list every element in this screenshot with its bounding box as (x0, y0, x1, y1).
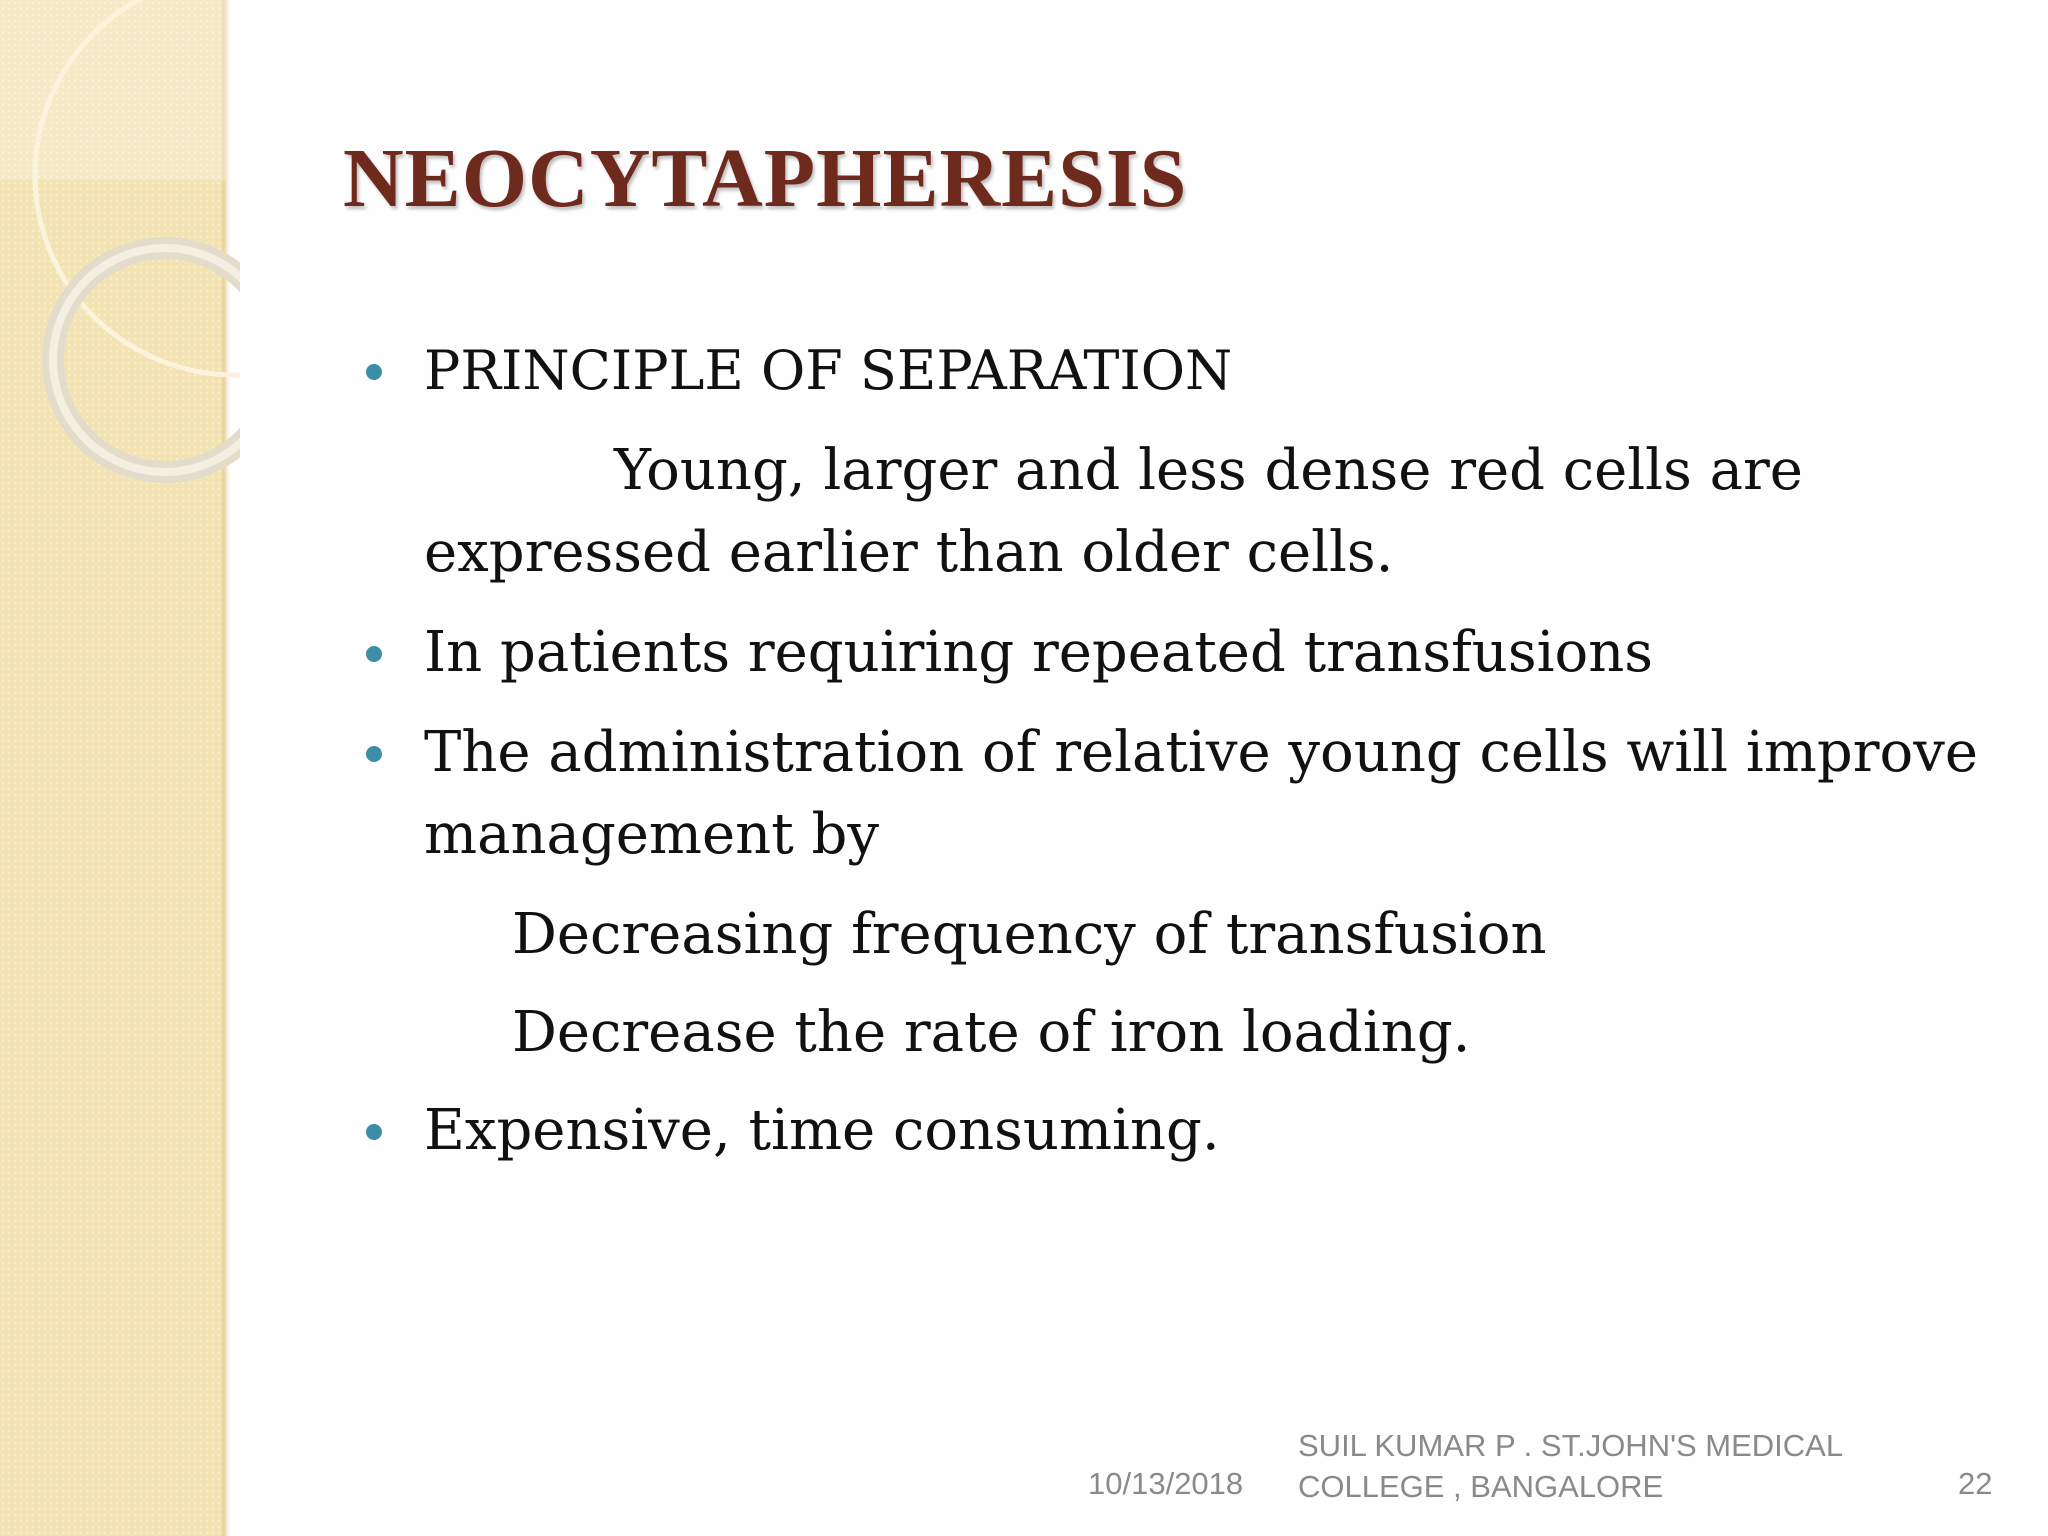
footer-date: 10/13/2018 (1088, 1466, 1244, 1501)
footer-author-line: SUIL KUMAR P . ST.JOHN'S MEDICAL (1298, 1428, 1844, 1463)
paragraph-line: expressed earlier than older cells. (424, 520, 1394, 585)
bullet-heading: PRINCIPLE OF SEPARATION (424, 339, 1233, 402)
bullet-item (360, 612, 2000, 694)
paragraph-line: Young, larger and less dense red cells are (614, 438, 1803, 503)
bullet-dot-icon (366, 364, 382, 380)
bullet-item (360, 712, 2000, 876)
sub-item: Decrease the rate of iron loading. (512, 1000, 1471, 1065)
bullet-text: In patients requiring repeated transfusions (424, 620, 1654, 685)
principle-paragraph (360, 430, 2000, 594)
decorative-rings (0, 0, 240, 520)
footer-author (1298, 1425, 1918, 1507)
decor-ring-small-highlight (53, 248, 240, 472)
bullet-item (360, 330, 2000, 412)
bullet-text-line: management by (424, 802, 880, 867)
sub-item: Decreasing frequency of transfusion (512, 902, 1547, 967)
bullet-dot-icon (366, 1124, 382, 1140)
bullet-text: Expensive, time consuming. (424, 1098, 1220, 1163)
slide-content (360, 330, 2000, 1190)
bullet-text-line: The administration of relative young cells will improve (424, 720, 1978, 785)
bullet-item (360, 1090, 2000, 1172)
footer-author-line: COLLEGE , BANGALORE (1298, 1469, 1664, 1504)
bullet-dot-icon (366, 746, 382, 762)
bullet-dot-icon (366, 646, 382, 662)
slide-title: NEOCYTAPHERESIS (343, 132, 1188, 225)
slide-number: 22 (1958, 1466, 1993, 1501)
